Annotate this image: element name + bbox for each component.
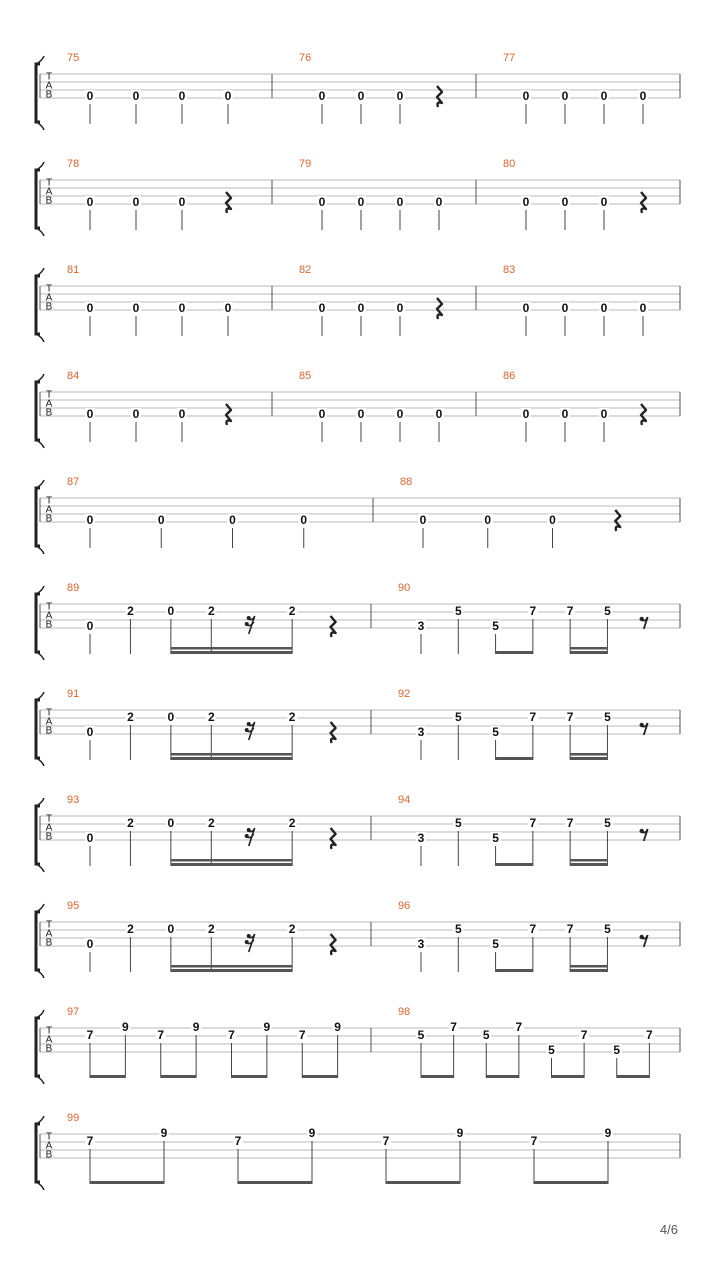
fret-number: 7 xyxy=(382,1134,390,1149)
tab-clef-letter: T xyxy=(45,813,53,825)
tab-clef-letter: B xyxy=(45,89,53,101)
quarter-rest xyxy=(331,616,336,637)
tab-clef-letter: T xyxy=(45,707,53,719)
fret-number: 0 xyxy=(132,301,140,316)
beam xyxy=(161,1075,196,1078)
fret-number: 7 xyxy=(228,1028,235,1043)
fret-number: 2 xyxy=(288,710,296,725)
fret-number: 0 xyxy=(178,89,186,104)
measure-number: 84 xyxy=(67,370,80,382)
beam xyxy=(570,651,607,654)
measure xyxy=(67,688,336,760)
fret-number: 0 xyxy=(357,195,365,210)
fret-number: 0 xyxy=(318,89,326,104)
fret-number: 5 xyxy=(604,816,611,831)
fret-number: 0 xyxy=(522,89,530,104)
fret-number: 0 xyxy=(484,513,492,528)
beam xyxy=(570,757,607,760)
tab-clef-letter: T xyxy=(45,389,53,401)
measure-number: 80 xyxy=(503,158,516,170)
measure-number: 92 xyxy=(398,688,411,700)
measure-number: 88 xyxy=(400,476,413,488)
fret-number: 0 xyxy=(86,619,94,634)
fret-number: 7 xyxy=(86,1134,94,1149)
beam xyxy=(171,863,292,866)
measure-number: 86 xyxy=(503,370,516,382)
fret-number: 0 xyxy=(86,831,94,846)
tab-clef-letter: T xyxy=(45,1025,53,1037)
measure-number: 76 xyxy=(299,52,312,64)
fret-number: 9 xyxy=(192,1020,200,1035)
tab-clef-letter: T xyxy=(45,495,53,507)
tab-clef-letter: A xyxy=(45,716,53,728)
measure xyxy=(503,52,648,124)
measure xyxy=(398,900,648,972)
tab-clef-letter: B xyxy=(45,407,53,419)
fret-number: 0 xyxy=(600,301,608,316)
measure-number: 83 xyxy=(503,264,516,276)
fret-number: 5 xyxy=(604,922,611,937)
staff-system xyxy=(36,52,680,130)
staff-system xyxy=(36,900,680,978)
measure-number: 78 xyxy=(67,158,80,170)
beam-secondary xyxy=(570,965,607,968)
fret-number: 0 xyxy=(600,407,608,422)
beam xyxy=(232,1075,267,1078)
measure-number: 91 xyxy=(67,688,80,700)
quarter-rest xyxy=(641,404,646,425)
fret-number: 0 xyxy=(318,195,326,210)
fret-number: 0 xyxy=(86,301,94,316)
fret-number: 0 xyxy=(167,710,175,725)
beam xyxy=(238,1181,312,1184)
quarter-rest xyxy=(331,722,336,743)
beam xyxy=(496,863,533,866)
fret-number: 2 xyxy=(127,604,134,619)
beam xyxy=(617,1075,650,1078)
fret-number: 7 xyxy=(566,922,574,937)
beam xyxy=(421,1075,454,1078)
system-bracket xyxy=(36,912,40,970)
tab-clef-letter: T xyxy=(45,177,53,189)
fret-number: 7 xyxy=(515,1020,523,1035)
quarter-rest xyxy=(437,86,442,107)
quarter-rest xyxy=(331,934,336,955)
fret-number: 0 xyxy=(86,89,94,104)
fret-number: 9 xyxy=(308,1126,316,1141)
fret-number: 0 xyxy=(86,725,94,740)
fret-number: 0 xyxy=(549,513,556,528)
fret-number: 0 xyxy=(132,407,140,422)
measure-number: 96 xyxy=(398,900,411,912)
beam xyxy=(486,1075,519,1078)
staff-system xyxy=(36,158,680,236)
measure xyxy=(398,582,648,654)
fret-number: 0 xyxy=(600,89,608,104)
staff-system xyxy=(36,264,680,342)
fret-number: 0 xyxy=(357,301,365,316)
fret-number: 5 xyxy=(613,1043,621,1058)
fret-number: 0 xyxy=(639,89,647,104)
fret-number: 0 xyxy=(357,89,365,104)
measure-number: 75 xyxy=(67,52,80,64)
fret-number: 3 xyxy=(417,725,425,740)
beam-secondary xyxy=(570,753,607,756)
fret-number: 0 xyxy=(157,513,165,528)
measure-number: 95 xyxy=(67,900,80,912)
tab-clef-letter: A xyxy=(45,186,53,198)
tab-clef-letter: A xyxy=(45,822,53,834)
fret-number: 0 xyxy=(561,301,569,316)
fret-number: 9 xyxy=(604,1126,612,1141)
beam xyxy=(534,1181,608,1184)
fret-number: 9 xyxy=(334,1020,341,1035)
fret-number: 5 xyxy=(492,725,499,740)
fret-number: 2 xyxy=(288,604,296,619)
fret-number: 0 xyxy=(419,513,427,528)
system-bracket xyxy=(36,382,40,440)
measure xyxy=(503,370,646,442)
fret-number: 0 xyxy=(435,195,443,210)
beam xyxy=(171,757,292,760)
fret-number: 7 xyxy=(566,710,574,725)
staff-system xyxy=(36,1112,680,1190)
beam xyxy=(90,1075,125,1078)
tab-clef-letter: A xyxy=(45,504,53,516)
tab-clef-letter: A xyxy=(45,928,53,940)
staff-system xyxy=(36,476,680,554)
fret-number: 0 xyxy=(522,301,530,316)
measure-number: 89 xyxy=(67,582,80,594)
fret-number: 0 xyxy=(600,195,608,210)
tab-clef-letter: B xyxy=(45,1149,53,1161)
fret-number: 0 xyxy=(561,407,569,422)
fret-number: 5 xyxy=(482,1028,490,1043)
fret-number: 2 xyxy=(207,710,215,725)
system-bracket xyxy=(36,700,40,758)
beam xyxy=(496,757,533,760)
system-bracket xyxy=(36,488,40,546)
tab-clef-letter: T xyxy=(45,919,53,931)
beam xyxy=(302,1075,337,1078)
tab-clef-letter: T xyxy=(45,71,53,83)
fret-number: 0 xyxy=(357,407,365,422)
fret-number: 0 xyxy=(178,195,186,210)
quarter-rest xyxy=(331,828,336,849)
beam xyxy=(171,969,292,972)
fret-number: 7 xyxy=(646,1028,653,1043)
fret-number: 5 xyxy=(604,604,611,619)
fret-number: 9 xyxy=(456,1126,464,1141)
system-bracket xyxy=(36,806,40,864)
beam-secondary xyxy=(570,859,607,862)
staff-system xyxy=(36,1006,680,1084)
tab-clef-letter: T xyxy=(45,1131,53,1143)
quarter-rest xyxy=(226,192,231,213)
tab-clef-letter: B xyxy=(45,937,53,949)
fret-number: 2 xyxy=(288,922,296,937)
fret-number: 0 xyxy=(522,407,530,422)
measure xyxy=(67,1112,613,1184)
tab-clef-letter: B xyxy=(45,195,53,207)
fret-number: 2 xyxy=(288,816,296,831)
system-bracket xyxy=(36,64,40,122)
measure xyxy=(503,264,648,336)
beam-secondary xyxy=(570,647,607,650)
fret-number: 5 xyxy=(604,710,611,725)
fret-number: 5 xyxy=(454,922,462,937)
tab-clef-letter: B xyxy=(45,1043,53,1055)
tab-clef-letter: T xyxy=(45,601,53,613)
fret-number: 0 xyxy=(300,513,308,528)
tab-clef-letter: B xyxy=(45,725,53,737)
measure xyxy=(67,264,233,336)
measure xyxy=(400,476,620,548)
measure xyxy=(67,158,231,230)
measure xyxy=(67,1006,343,1078)
tab-clef-letter: A xyxy=(45,1140,53,1152)
fret-number: 2 xyxy=(207,604,215,619)
fret-number: 0 xyxy=(396,89,404,104)
fret-number: 7 xyxy=(566,816,574,831)
fret-number: 0 xyxy=(396,407,404,422)
fret-number: 5 xyxy=(492,619,499,634)
fret-number: 2 xyxy=(207,922,215,937)
measure-number: 85 xyxy=(299,370,312,382)
fret-number: 7 xyxy=(86,1028,94,1043)
fret-number: 0 xyxy=(396,301,404,316)
fret-number: 0 xyxy=(318,407,326,422)
measure xyxy=(299,52,442,124)
quarter-rest xyxy=(437,298,442,319)
tab-clef-letter: B xyxy=(45,831,53,843)
fret-number: 7 xyxy=(529,816,537,831)
fret-number: 7 xyxy=(530,1134,538,1149)
measure-number: 90 xyxy=(398,582,411,594)
staff-system xyxy=(36,794,680,872)
measure xyxy=(67,370,231,442)
tab-clef-letter: B xyxy=(45,513,53,525)
fret-number: 0 xyxy=(86,513,94,528)
fret-number: 0 xyxy=(167,816,175,831)
measure xyxy=(67,900,336,972)
measure xyxy=(398,1006,654,1078)
tab-clef-letter: T xyxy=(45,283,53,295)
tab-clef-letter: A xyxy=(45,610,53,622)
beam-secondary xyxy=(171,753,292,756)
fret-number: 5 xyxy=(454,816,462,831)
measure-number: 79 xyxy=(299,158,312,170)
measure xyxy=(299,370,444,442)
quarter-rest xyxy=(226,404,231,425)
tab-clef-letter: A xyxy=(45,80,53,92)
fret-number: 2 xyxy=(127,922,134,937)
beam xyxy=(570,863,607,866)
measure xyxy=(299,158,444,230)
fret-number: 0 xyxy=(318,301,326,316)
beam-secondary xyxy=(171,965,292,968)
staff-system xyxy=(36,582,680,660)
measure xyxy=(503,158,646,230)
fret-number: 5 xyxy=(492,937,499,952)
measure xyxy=(67,476,309,548)
fret-number: 5 xyxy=(454,710,462,725)
fret-number: 0 xyxy=(132,195,140,210)
fret-number: 2 xyxy=(127,816,134,831)
system-bracket xyxy=(36,1124,40,1182)
fret-number: 2 xyxy=(127,710,134,725)
fret-number: 0 xyxy=(178,301,186,316)
measure-number: 82 xyxy=(299,264,312,276)
fret-number: 7 xyxy=(529,710,537,725)
fret-number: 0 xyxy=(229,513,236,528)
measure xyxy=(67,794,336,866)
fret-number: 0 xyxy=(86,195,94,210)
measure-number: 93 xyxy=(67,794,80,806)
quarter-rest xyxy=(615,510,620,531)
tab-clef-letter: B xyxy=(45,619,53,631)
fret-number: 0 xyxy=(132,89,140,104)
fret-number: 7 xyxy=(529,604,537,619)
fret-number: 7 xyxy=(566,604,574,619)
measure-number: 94 xyxy=(398,794,411,806)
tab-clef-letter: B xyxy=(45,301,53,313)
tab-clef-letter: A xyxy=(45,292,53,304)
beam xyxy=(171,651,292,654)
beam xyxy=(90,1181,164,1184)
beam xyxy=(386,1181,460,1184)
fret-number: 9 xyxy=(122,1020,129,1035)
staff-system xyxy=(36,370,680,448)
fret-number: 0 xyxy=(396,195,404,210)
fret-number: 3 xyxy=(417,937,425,952)
fret-number: 0 xyxy=(167,604,175,619)
measure-number: 77 xyxy=(503,52,516,64)
beam xyxy=(496,969,533,972)
fret-number: 7 xyxy=(580,1028,588,1043)
system-bracket xyxy=(36,170,40,228)
fret-number: 0 xyxy=(167,922,175,937)
measure-number: 81 xyxy=(67,264,80,276)
fret-number: 0 xyxy=(561,195,569,210)
fret-number: 5 xyxy=(548,1043,555,1058)
quarter-rest xyxy=(641,192,646,213)
fret-number: 5 xyxy=(492,831,499,846)
system-bracket xyxy=(36,1018,40,1076)
measure xyxy=(398,794,648,866)
system-bracket xyxy=(36,276,40,334)
measure xyxy=(299,264,442,336)
fret-number: 9 xyxy=(160,1126,168,1141)
fret-number: 0 xyxy=(435,407,443,422)
fret-number: 0 xyxy=(224,89,232,104)
beam xyxy=(552,1075,585,1078)
fret-number: 3 xyxy=(417,831,425,846)
fret-number: 7 xyxy=(529,922,537,937)
measure-number: 97 xyxy=(67,1006,80,1018)
measure xyxy=(398,688,648,760)
measure xyxy=(67,52,233,124)
tab-clef-letter: A xyxy=(45,398,53,410)
page-number: 4/6 xyxy=(659,1222,678,1237)
beam xyxy=(496,651,533,654)
fret-number: 0 xyxy=(86,407,94,422)
measure-number: 98 xyxy=(398,1006,411,1018)
fret-number: 0 xyxy=(86,937,94,952)
measure-number: 99 xyxy=(67,1112,80,1124)
fret-number: 0 xyxy=(561,89,569,104)
fret-number: 3 xyxy=(417,619,425,634)
measure-number: 87 xyxy=(67,476,80,488)
fret-number: 0 xyxy=(178,407,186,422)
tab-clef-letter: A xyxy=(45,1034,53,1046)
fret-number: 7 xyxy=(234,1134,242,1149)
beam-secondary xyxy=(171,859,292,862)
fret-number: 7 xyxy=(450,1020,457,1035)
fret-number: 7 xyxy=(157,1028,165,1043)
fret-number: 5 xyxy=(454,604,462,619)
measure xyxy=(67,582,336,654)
system-bracket xyxy=(36,594,40,652)
fret-number: 5 xyxy=(417,1028,425,1043)
fret-number: 2 xyxy=(207,816,215,831)
staff-system xyxy=(36,688,680,766)
fret-number: 7 xyxy=(298,1028,306,1043)
fret-number: 0 xyxy=(639,301,647,316)
fret-number: 0 xyxy=(522,195,530,210)
fret-number: 0 xyxy=(224,301,232,316)
beam-secondary xyxy=(171,647,292,650)
fret-number: 9 xyxy=(263,1020,271,1035)
beam xyxy=(570,969,607,972)
